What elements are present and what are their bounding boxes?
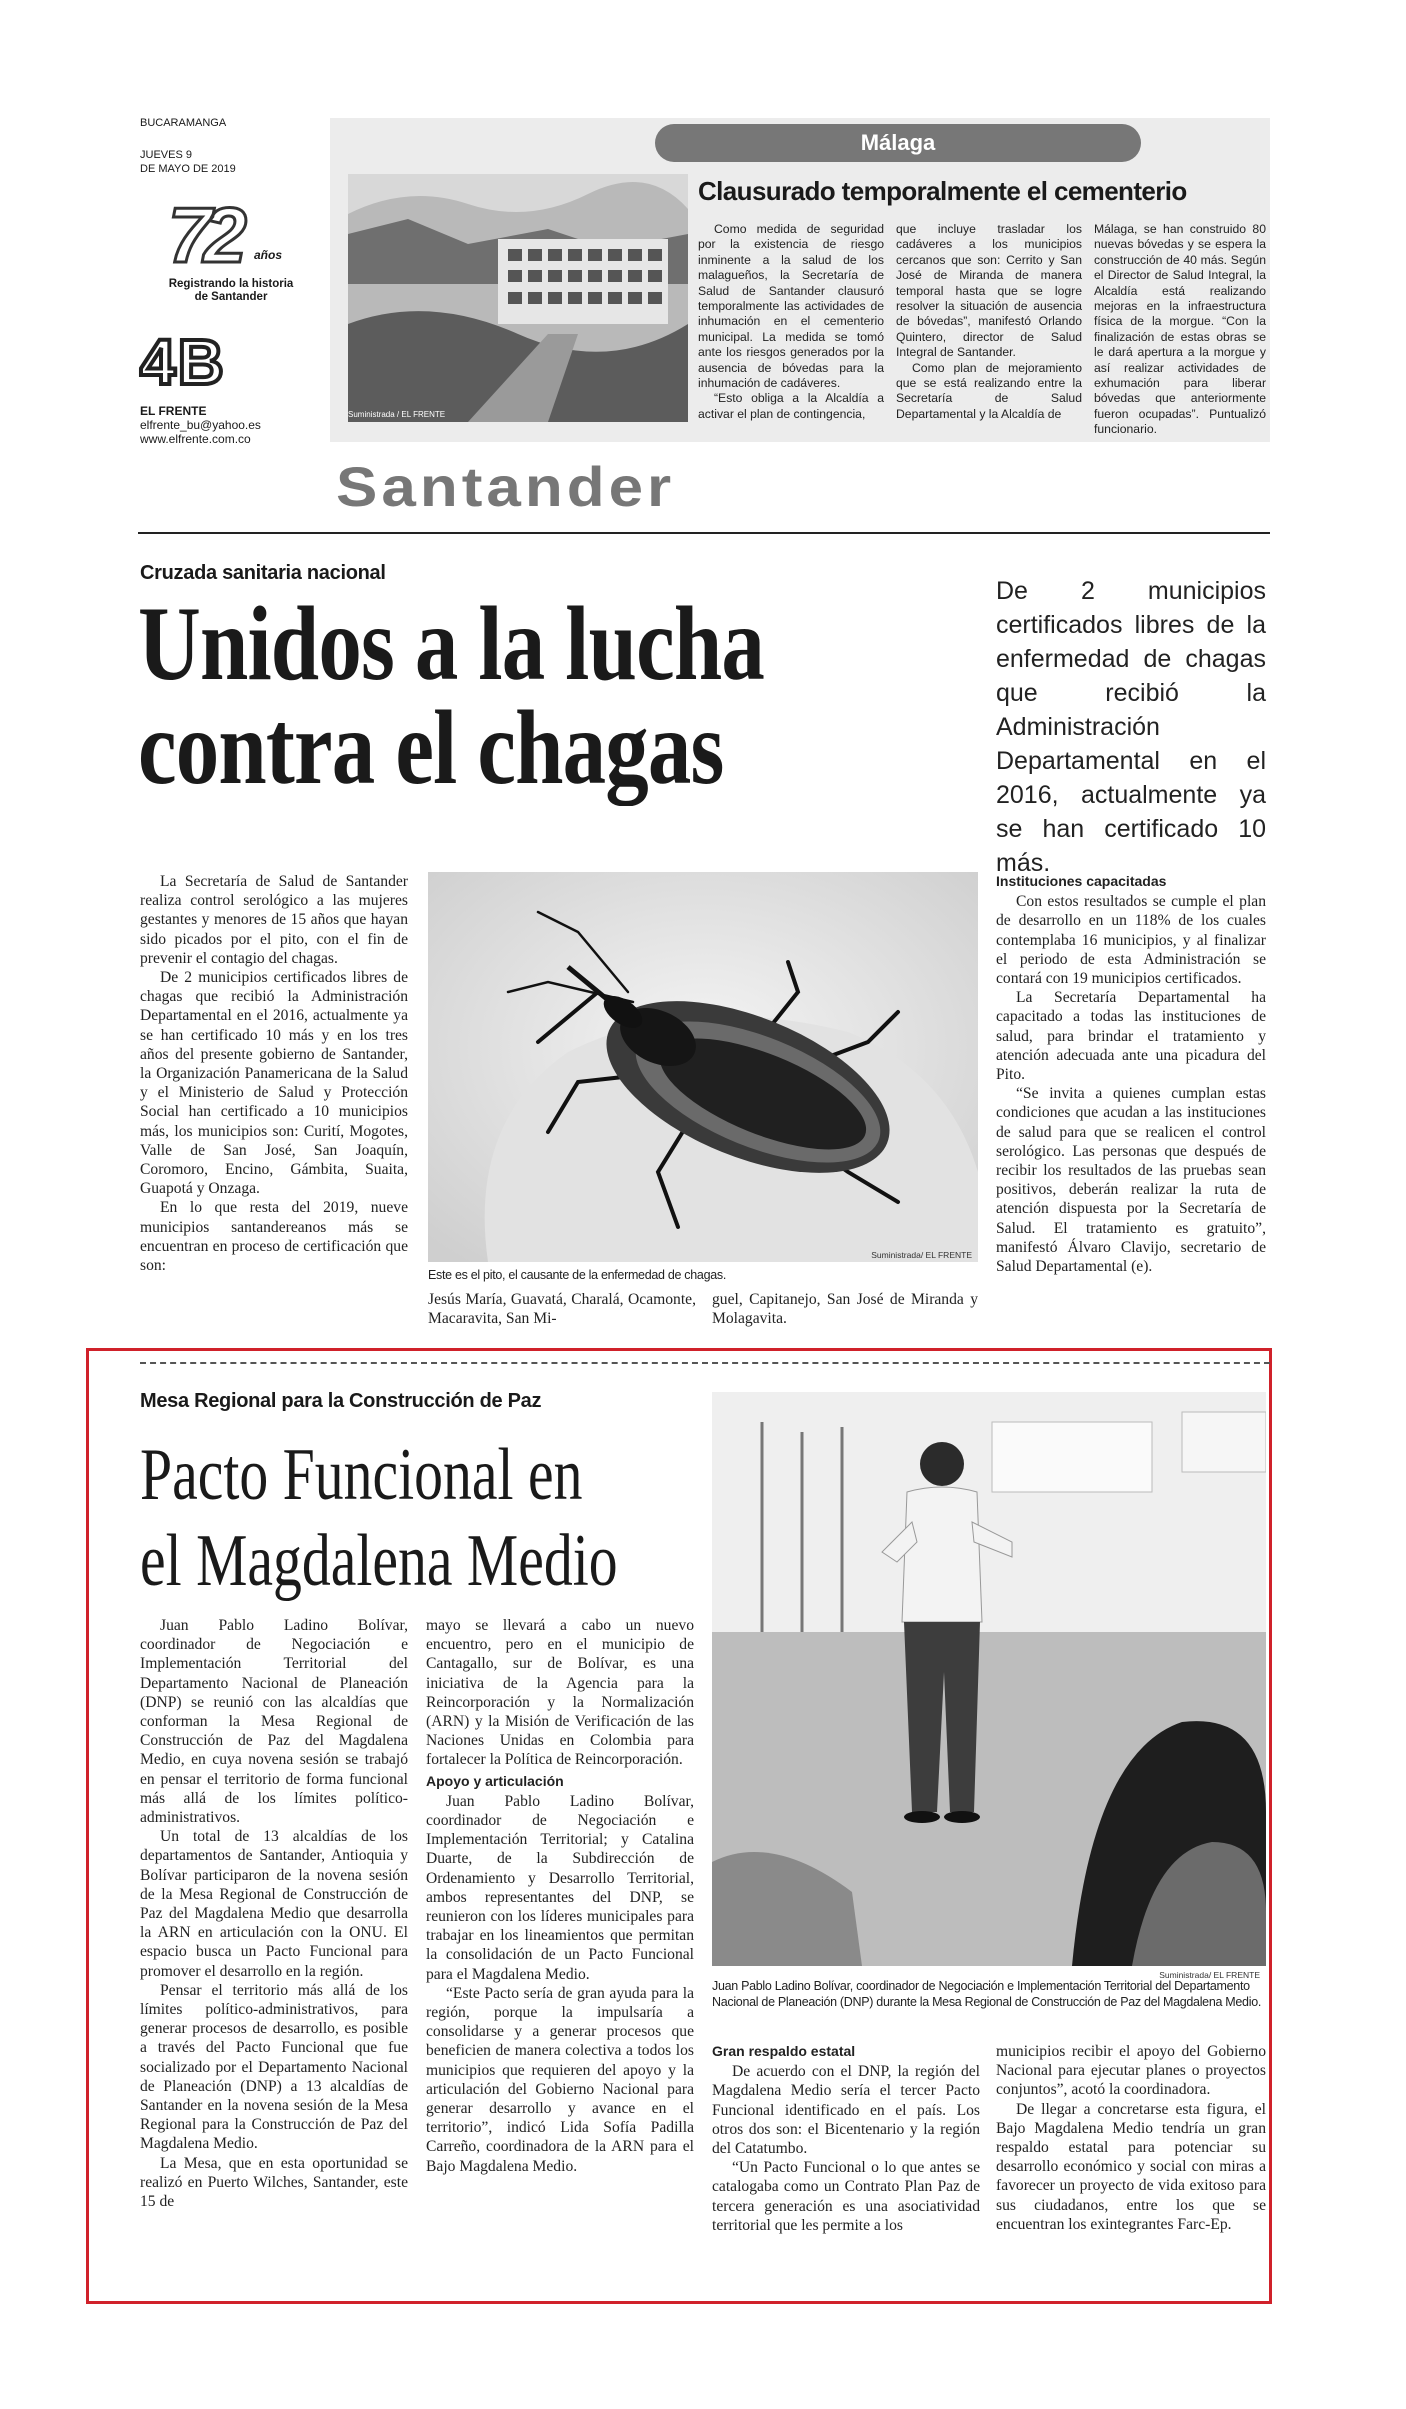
chagas-col3-para-2: La Secretaría Departamental ha capacitado a todas las instituciones de salud, para brindar el tratamiento y atención adecuada ante una picadura del Pito. xyxy=(996,989,1266,1084)
chagas-continued-left: Jesús María, Guavatá, Charalá, Ocamonte, Macaravita, San Mi- xyxy=(428,1291,696,1328)
pacto-kicker: Mesa Regional para la Construcción de Paz xyxy=(140,1390,542,1412)
pacto-col4-para-1: municipios recibir el apoyo del Gobierno Nacional para ejecutar planes o proyectos conjuntos”, acotó la coordinadora. xyxy=(996,2043,1266,2099)
chagas-col3-para-1: Con estos resultados se cumple el plan de desarrollo en un 118% de los cuales contemplaba 16 municipios, y al finalizar el periodo de esta Administración se contará con 19 municipios certificados. xyxy=(996,893,1266,988)
city-label: BUCARAMANGA xyxy=(140,117,227,129)
chagas-photo-caption: Este es el pito, el causante de la enfermedad de chagas. xyxy=(428,1268,726,1282)
top-story-column-3 xyxy=(1094,222,1266,438)
pacto-para-4: La Mesa, que en esta oportunidad se realizó en Puerto Wilches, Santander, este 15 de xyxy=(140,2154,408,2211)
top-story-col1b-para: “Esto obliga a la Alcaldía a activar el plan de contingencia, xyxy=(698,391,884,421)
top-story-col1-para: Como medida de seguridad por la existencia de riesgo inminente a la salud de los malagueños, la Secretaría de Salud de Santander clausuró temporalmente las actividades de inhumación en el cementerio municipal. La medida se tomó ante los riesgos generados por la ausencia de bóvedas para la inhumación de cadáveres. xyxy=(698,222,884,391)
chagas-under-photo-right xyxy=(712,1290,978,1328)
section-title: Santander xyxy=(336,456,676,519)
website-link[interactable]: www.elfrente.com.co xyxy=(140,432,251,446)
section-divider xyxy=(138,532,1270,534)
chagas-para-2: De 2 municipios certificados libres de chagas que recibió la Administración Departamental en el 2016, actualmente ya se han certificado 10 más y en los tres años del presente gobierno de Santander, la Organización Panamericana de la Salud y el Ministerio de Salud y Protección Social han certificado a 10 municipios más, los municipios son: Curití, Mogotes, Valle de San José, San Joaquín, Coromoro, Encino, Gámbita, Suaita, Guapotá y Onzaga. xyxy=(140,969,408,1198)
pacto-headline xyxy=(140,1432,618,1604)
kissing-bug-image xyxy=(428,872,978,1262)
chagas-continued-right: guel, Capitanejo, San José de Miranda y Molagavita. xyxy=(712,1291,978,1328)
pacto-photo-caption: Juan Pablo Ladino Bolívar, coordinador de Negociación e Implementación Territorial del Departamento Nacional de Planeación (DNP) durante la Mesa Regional de Construcción de Paz del Magdalena Medio. xyxy=(712,1979,1262,2009)
chagas-headline-line-1: Unidos a la lucha xyxy=(138,585,765,702)
top-story-box xyxy=(330,118,1270,442)
chagas-deck: De 2 municipios certificados libres de la enfermedad de chagas que recibió la Administración Departamental en el 2016, actualmente ya se han certificado 10 más. xyxy=(996,577,1266,877)
date-line-2: DE MAYO DE 2019 xyxy=(140,163,236,175)
article-separator xyxy=(140,1362,1270,1364)
chagas-kicker: Cruzada sanitaria nacional xyxy=(140,562,386,584)
chagas-photo-credit: Suministrada/ EL FRENTE xyxy=(871,1250,972,1260)
top-story-kicker: Málaga xyxy=(655,124,1141,162)
top-story-column-2 xyxy=(896,222,1082,422)
pacto-col3-para-2: “Un Pacto Funcional o lo que antes se catalogaba como un Contrato Plan Paz de tercera generación es una asociatividad territorial que les permite a los xyxy=(712,2159,980,2234)
paper-name: EL FRENTE xyxy=(140,404,207,418)
anniversary-number: 72 xyxy=(168,191,239,279)
chagas-under-photo-left xyxy=(428,1290,696,1328)
chagas-headline-line-2: contra el chagas xyxy=(138,689,724,806)
pacto-photo-credit: Suministrada/ EL FRENTE xyxy=(1159,1970,1260,1980)
anniversary-tagline-2: de Santander xyxy=(194,291,268,303)
pacto-col4-para-2: De llegar a concretarse esta figura, el Bajo Magdalena Medio tendría un gran respaldo estatal para potenciar su desarrollo económico y social con miras a favorecer un proyecto de vida exitoso para sus ciudadanos, entre los que se encuentran los exintegrantes Farc-Ep. xyxy=(996,2100,1266,2233)
top-story-col3-para: Málaga, se han construido 80 nuevas bóvedas y se espera la construcción de 40 más. Según el Director de Salud Integral, la Alcaldía está realizando mejoras en la infraestructura física de la morgue. “Con la finalización de estas obras se le dará apertura a la morgue y así realizar actividades de exhumación para liberar bóvedas que anteriormente fueron ocupadas”. Puntualizó funcionario. xyxy=(1094,222,1266,437)
pacto-photo xyxy=(712,1392,1266,1980)
cemetery-photo xyxy=(348,174,688,422)
chagas-para-3: En lo que resta del 2019, nueve municipios santandereanos más se encuentran en proceso de certificación que son: xyxy=(140,1199,408,1275)
pacto-col2-para-2: Juan Pablo Ladino Bolívar, coordinador de Negociación e Implementación Territorial; y Catalina Duarte, de la Subdirección de Ordenamiento y Desarrollo Territorial, ambos representantes del DNP, se reunieron con los líderes municipales para trabajar en los lineamientos que permitan la consolidación de un Pacto Funcional para el Magdalena Medio. xyxy=(426,1792,694,1983)
anniversary-word: años xyxy=(254,248,283,262)
pacto-column-2 xyxy=(426,1616,694,2176)
email-link[interactable]: elfrente_bu@yahoo.es xyxy=(140,418,261,432)
pacto-column-3 xyxy=(712,2042,980,2235)
top-story-column-1 xyxy=(698,222,884,422)
pacto-subhead-respaldo: Gran respaldo estatal xyxy=(712,2043,856,2059)
chagas-column-1 xyxy=(140,872,408,1275)
date-line-1: JUEVES 9 xyxy=(140,149,192,161)
chagas-col3-para-3: “Se invita a quienes cumplan estas condiciones que acudan a las instituciones de salud para que se realicen el control serológico. Las personas que después de recibir los resultados de las pruebas sean positivos, deberán realizar la ruta de atención dispuesta por la Secretaría de Salud. El tratamiento es gratuito”, manifestó Álvaro Clavijo, secretario de Salud Departamental (e). xyxy=(996,1085,1266,1276)
pacto-para-3: Pensar el territorio más allá de los límites político-administrativos, para generar procesos de desarrollo, es posible a través del Pacto Funcional que fue socializado por el Departamento Nacional de Planeación (DNP) a 13 alcaldías de Santander en la novena sesión de la Mesa Regional para la Construcción de Paz del Magdalena Medio. xyxy=(140,1981,408,2153)
pacto-subhead-apoyo: Apoyo y articulación xyxy=(426,1772,564,1789)
pacto-headline-line-1: Pacto Funcional en xyxy=(140,1434,583,1516)
top-story-col2-para: que incluye trasladar los cadáveres a los municipios cercanos que son: Cerrito y San José de Miranda de manera temporal hasta que se logre resolver la situación de ausencia de bóvedas”, manifestó Orlando Quintero, director de Salud Integral de Santander. xyxy=(896,222,1082,360)
masthead xyxy=(140,116,236,176)
pacto-column-1 xyxy=(140,1616,408,2211)
anniversary-logo xyxy=(158,191,298,326)
pacto-col2-para-1: mayo se llevará a cabo un nuevo encuentro, pero en el municipio de Cantagallo, sur de Bolívar, es una iniciativa de la Agencia para la Reincorporación y la Normalización (ARN) y la Misión de Verificación de las Naciones Unidas en Colombia para fortalecer la Política de Reincorporación. xyxy=(426,1617,694,1769)
pacto-headline-line-2: el Magdalena Medio xyxy=(140,1520,618,1602)
anniversary-tagline-1: Registrando la historia xyxy=(168,278,294,290)
pacto-para-2: Un total de 13 alcaldías de los departamentos de Santander, Antioquia y Bolívar participaron de la novena sesión de la Mesa Regional de Construcción de Paz del Magdalena Medio que desarrolla la ARN en articulación con la ONU. El espacio busca un Pacto Funcional para promover el desarrollo en la región. xyxy=(140,1828,408,1980)
chagas-column-3 xyxy=(996,872,1266,1276)
pacto-col2-para-3: “Este Pacto sería de gran ayuda para la región, porque la impulsaría a consolidarse y a generar procesos que beneficien de manera colectiva a todos los municipios que requieren del apoyo y la articulación del Gobierno Nacional para generar desarrollo y avance en el territorio”, indicó Lida Sofía Padilla Carreño, coordinadora de la ARN para el Bajo Magdalena Medio. xyxy=(426,1984,694,2175)
top-story-col2b-para: Como plan de mejoramiento que se está realizando entre la Secretaría de Salud Departamental y la Alcaldía de xyxy=(896,360,1082,421)
chagas-subhead: Instituciones capacitadas xyxy=(996,873,1167,889)
cemetery-photo-image xyxy=(348,174,688,422)
chagas-headline xyxy=(138,585,765,806)
pacto-para-1: Juan Pablo Ladino Bolívar, coordinador de Negociación e Implementación Territorial del Departamento Nacional de Planeación (DNP) se reunió con las alcaldías que conforman la Mesa Regional de Construcción de Paz del Magdalena Medio, en cuya novena sesión se trabajó en pensar el territorio de forma funcional más allá de los límites político-administrativos. xyxy=(140,1617,408,1827)
chagas-para-1: La Secretaría de Salud de Santander realiza control serológico a las mujeres gestantes y menores de 15 años que hayan sido picados por el pito, con el fin de prevenir el contagio del chagas. xyxy=(140,873,408,967)
pacto-column-4 xyxy=(996,2042,1266,2234)
speaker-photo-image xyxy=(712,1392,1266,1966)
page-number: 4B xyxy=(140,326,226,398)
chagas-photo xyxy=(428,872,978,1262)
cemetery-photo-credit: Suministrada / EL FRENTE xyxy=(348,410,446,419)
top-story-headline: Clausurado temporalmente el cementerio xyxy=(698,176,1187,206)
pacto-col3-para-1: De acuerdo con el DNP, la región del Magdalena Medio sería el tercer Pacto Funcional identificado en el país. Los otros dos son: el Bicentenario y la región del Catatumbo. xyxy=(712,2063,980,2158)
